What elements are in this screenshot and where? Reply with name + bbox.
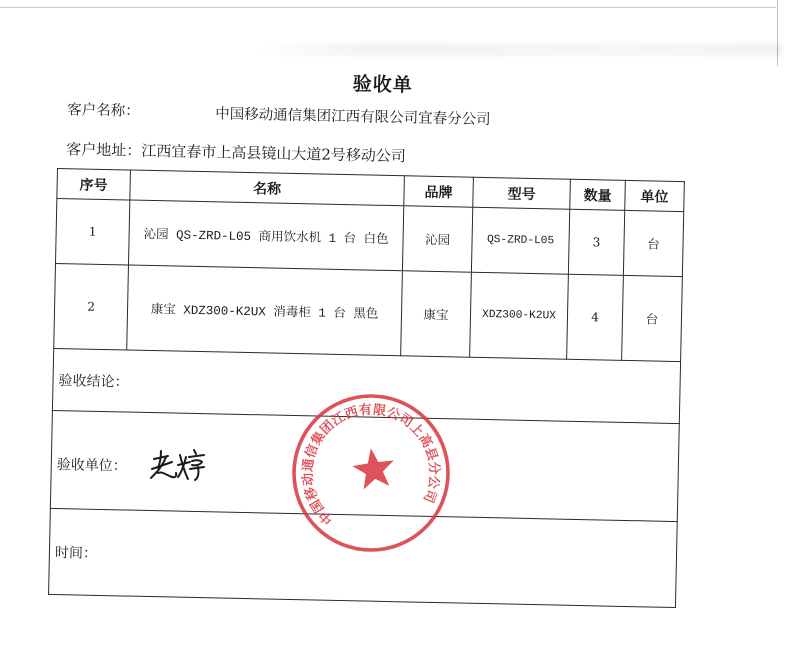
- cell-unit: 台: [622, 275, 683, 361]
- customer-address-label: 客户地址：: [66, 140, 142, 160]
- conclusion-label: 验收结论：: [52, 348, 680, 423]
- acceptance-unit-label: 验收单位：: [50, 410, 679, 521]
- cell-item-name: 沁园 QS-ZRD-L05 商用饮水机 1 台 白色: [128, 200, 403, 271]
- handwritten-signature: [148, 447, 206, 483]
- cell-brand: 康宝: [401, 271, 472, 357]
- cell-serial-no: 1: [55, 199, 129, 266]
- table-row: [54, 263, 683, 361]
- header-brand: 品牌: [404, 176, 474, 207]
- cell-unit: 台: [623, 210, 683, 276]
- cell-model: QS-ZRD-L05: [471, 207, 569, 274]
- cell-quantity: 4: [567, 274, 624, 360]
- customer-address-value: 江西宜春市上高县镜山大道2号移动公司: [141, 141, 407, 166]
- scan-edge-line-vertical: [777, 0, 778, 66]
- signature-strokes: [151, 450, 204, 480]
- time-label: 时间：: [49, 508, 678, 607]
- header-serial-no: 序号: [57, 169, 131, 201]
- cell-model: XDZ300-K2UX: [470, 272, 569, 359]
- cell-quantity: 3: [568, 209, 624, 275]
- form-title: 验收单: [352, 73, 414, 97]
- customer-name-value: 中国移动通信集团江西有限公司宜春分公司: [214, 106, 491, 129]
- scan-bleed-through: [258, 43, 782, 56]
- cell-brand: 沁园: [402, 206, 472, 272]
- seal-text-path: 中国移动通信集团江西有限公司上高县分公司: [300, 402, 442, 527]
- seal-ink: [294, 396, 448, 550]
- cell-serial-no: 2: [54, 263, 129, 350]
- header-unit: 单位: [625, 180, 685, 211]
- header-item-name: 名称: [130, 170, 405, 206]
- header-quantity: 数量: [570, 179, 626, 210]
- header-model: 型号: [473, 177, 571, 209]
- scan-edge-line: [0, 7, 776, 8]
- seal-star-icon: [350, 445, 397, 490]
- official-seal: [286, 388, 456, 558]
- customer-name-label: 客户名称：: [67, 102, 140, 120]
- customer-address: [66, 139, 406, 166]
- cell-item-name: 康宝 XDZ300-K2UX 消毒柜 1 台 黑色: [127, 265, 403, 356]
